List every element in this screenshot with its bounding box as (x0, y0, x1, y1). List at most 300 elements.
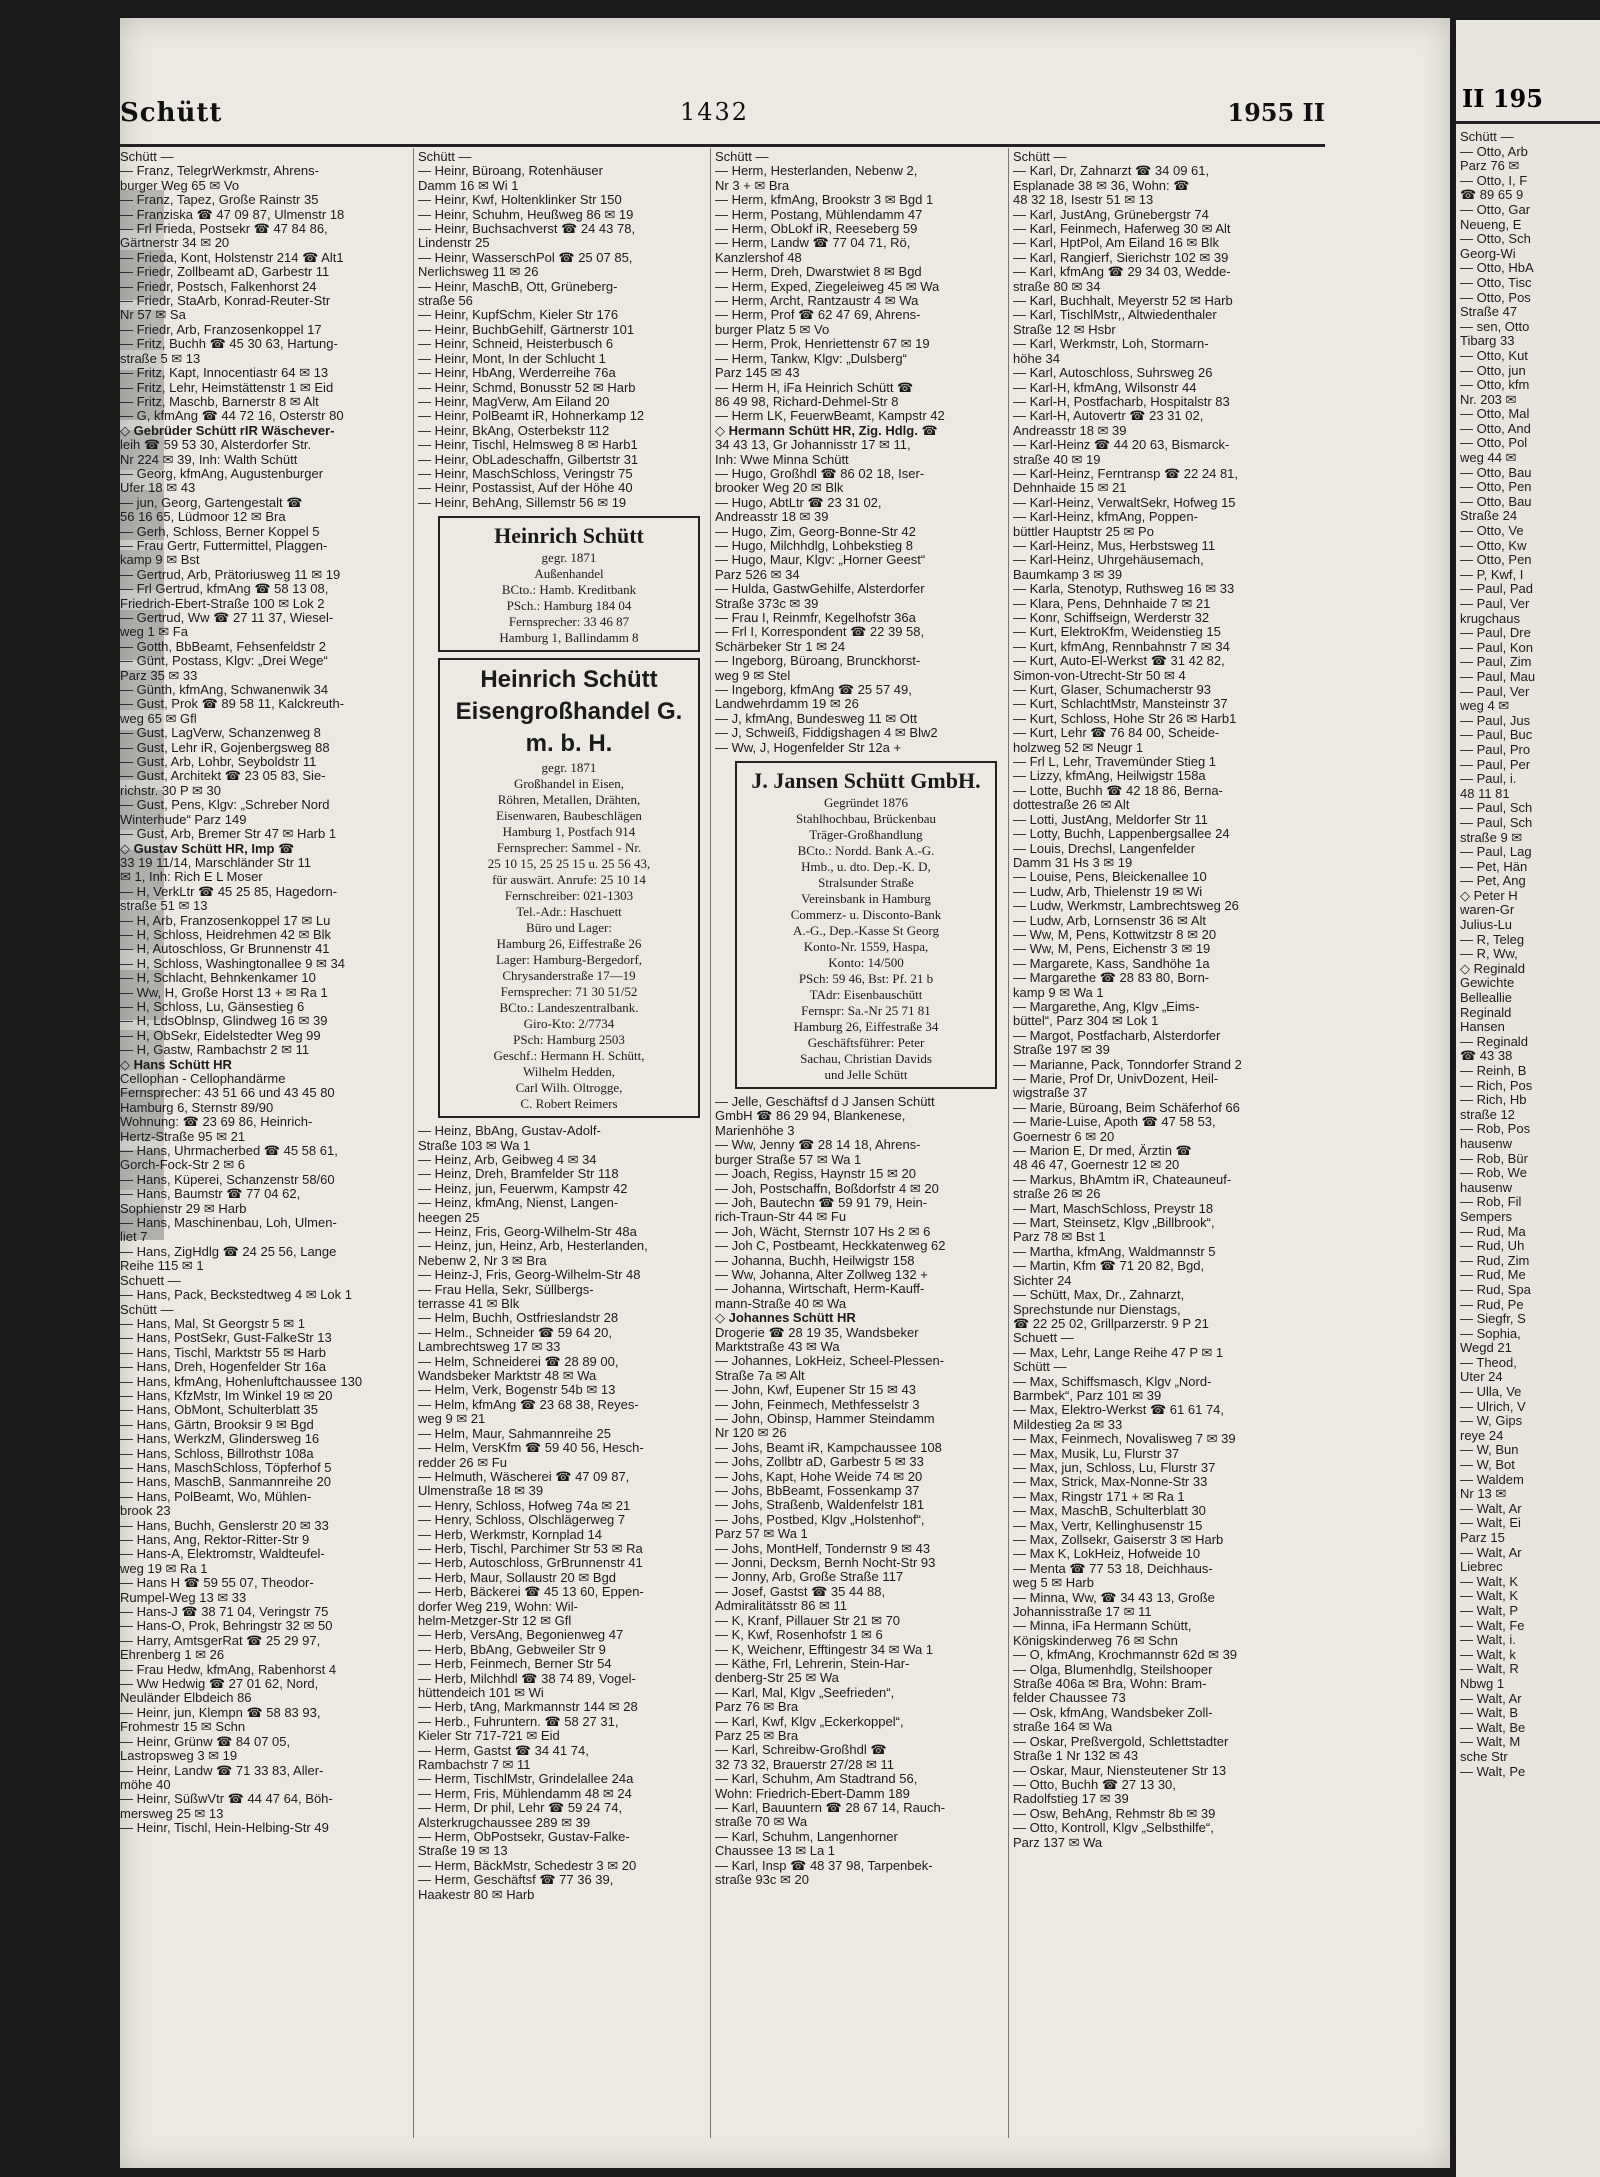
directory-entry-line: Chrysanderstraße 17—19 (502, 968, 636, 984)
directory-entry-line: — Konr, Schiffseign, Werderstr 32 (1013, 611, 1210, 625)
directory-entry-line: — Heinr, MagVerw, Am Eiland 20 (418, 394, 610, 409)
directory-entry-line: — Herm, TischlMstr, Grindelallee 24a (418, 1772, 634, 1787)
next-page-entry-line: — Walt, Pe (1460, 1763, 1526, 1779)
next-page-entry-line: — Rob, Bür (1460, 1150, 1528, 1166)
directory-entry-line: — Karl-H, Autovertr ☎ 23 31 02, (1013, 409, 1204, 424)
next-page-entry-line: hausenw (1460, 1179, 1513, 1195)
directory-entry-line: Damm 31 Hs 3 ✉ 19 (1013, 855, 1133, 870)
directory-entry-line: Röhren, Metallen, Drähten, (497, 792, 641, 808)
directory-entry-line: — Hans, Baumstr ☎ 77 04 62, (120, 1187, 301, 1202)
directory-entry-line: — Max, Lehr, Lange Reihe 47 P ✉ 1 (1013, 1345, 1224, 1360)
next-page-entry-line: — Reinh, B (1460, 1063, 1527, 1078)
directory-entry-line: Wohn: Friedrich-Ebert-Damm 189 (715, 1786, 910, 1801)
directory-entry-line: — Karl, TischlMstr,, Altwiedenthaler (1013, 308, 1217, 323)
directory-entry-line: Nr 57 ✉ Sa (120, 308, 186, 323)
directory-entry-line: möhe 40 (120, 1777, 171, 1792)
next-page-entry-line: — sen, Otto (1460, 318, 1530, 334)
directory-entry-line: — Franz, Tapez, Große Rainstr 35 (120, 193, 319, 208)
next-page-entry-line: — Paul, Dre (1460, 625, 1531, 641)
advert-heinrich-schuett-eisen (438, 658, 700, 1118)
directory-entry-line: — Frau Hedw, kfmAng, Rabenhorst 4 (120, 1662, 337, 1677)
directory-entry-line: — Hans, MaschB, Sanmannreihe 20 (120, 1475, 331, 1490)
directory-entry-line: Hamburg 1, Postfach 914 (502, 824, 636, 840)
directory-entry-line: — Hans, WerkzM, Glindersweg 16 (120, 1432, 320, 1447)
directory-entry-line: — Karl, HptPol, Am Eiland 16 ✉ Blk (1013, 236, 1219, 251)
directory-entry-line: — Louis, Drechsl, Langenfelder (1013, 841, 1196, 856)
next-page-entry-line: — Walt, Fe (1460, 1617, 1525, 1633)
directory-entry-line: Andreasstr 18 ✉ 39 (715, 510, 829, 525)
next-page-entry-line: Sempers (1460, 1208, 1513, 1224)
directory-entry-line: denberg-Str 25 ✉ Wa (715, 1671, 839, 1686)
directory-entry-line: 48 46 47, Goernestr 12 ✉ 20 (1013, 1158, 1180, 1173)
next-page-entry-line: — Paul, Buc (1460, 727, 1533, 743)
directory-entry-line: — Lotty, Buchh, Lappenbergsallee 24 (1013, 827, 1230, 842)
directory-entry-line: — O, kfmAng, Krochmannstr 62d ✉ 39 (1013, 1648, 1238, 1663)
directory-entry-line: — Hans, Küperei, Schanzenstr 58/60 (120, 1172, 335, 1187)
directory-entry-line: Parz 145 ✉ 43 (715, 366, 800, 381)
next-page-entry-line: Straße 24 (1460, 508, 1518, 524)
directory-entry-line: — Heinz, jun, Heinz, Arb, Hesterlanden, (418, 1239, 648, 1254)
directory-entry-line: — Kurt, Lehr ☎ 76 84 00, Scheide- (1013, 726, 1220, 741)
directory-entry-line: Schütt — (418, 150, 472, 164)
next-page-entry-line: — Rud, Ma (1460, 1223, 1526, 1239)
directory-entry-line: höhe 34 (1013, 351, 1060, 366)
directory-entry-line: — Helm, Maur, Sahmannreihe 25 (418, 1426, 611, 1441)
directory-entry-line: Admiralitätsstr 86 ✉ 11 (715, 1599, 848, 1614)
directory-entry-line: Fernsprecher: Sammel - Nr. (496, 840, 642, 856)
directory-entry-line: — Max, Musik, Lu, Flurstr 37 (1013, 1446, 1180, 1461)
directory-entry-line: Carl Wilh. Oltrogge, (515, 1080, 623, 1096)
next-page-entry-line: — Rob, Pos (1460, 1121, 1531, 1137)
directory-entry-line: — Menta ☎ 77 53 18, Deichhaus- (1013, 1561, 1213, 1576)
directory-entry-line: — Hans, PostSekr, Gust-FalkeStr 13 (120, 1331, 332, 1346)
directory-entry-line: — Olga, Blumenhdlg, Steilshooper (1013, 1662, 1213, 1677)
next-page-entry-line: — Walt, i. (1460, 1632, 1516, 1648)
directory-entry-line: — Otto, Kontroll, Klgv „Selbsthilfe“, (1013, 1821, 1214, 1836)
directory-entry-line: — Karl-Heinz, Mus, Herbstsweg 11 (1013, 538, 1216, 553)
directory-entry-line: — Louise, Pens, Bleickenallee 10 (1013, 870, 1207, 885)
directory-entry-line: Lastropsweg 3 ✉ 19 (120, 1749, 238, 1764)
directory-entry-line: felder Chaussee 73 (1013, 1691, 1126, 1706)
directory-entry-line: Außenhandel (534, 566, 604, 582)
directory-entry-line: Tel.-Adr.: Haschuett (516, 904, 622, 920)
directory-entry-line: — G, kfmAng ☎ 44 72 16, Osterstr 80 (120, 409, 344, 424)
advert-title: Heinrich Schütt (480, 666, 658, 694)
directory-entry-line: — Heinr, PolBeamt iR, Hohnerkamp 12 (418, 409, 645, 424)
directory-entry-line: straße 93c ✉ 20 (715, 1873, 809, 1887)
directory-entry-line: — Herm, Fris, Mühlendamm 48 ✉ 24 (418, 1786, 632, 1801)
next-page-entry-line: — Paul, Pro (1460, 741, 1531, 757)
directory-entry-line: Straße 19 ✉ 13 (418, 1844, 508, 1859)
directory-entry-line: Gegründet 1876 (823, 795, 909, 811)
directory-entry-line: — Fritz, Buchh ☎ 45 30 63, Hartung- (120, 337, 338, 352)
directory-entry-line: — Helm, Buchh, Ostfrieslandstr 28 (418, 1311, 619, 1326)
directory-entry-line: — Henry, Schloss, Olschlägerweg 7 (418, 1513, 626, 1528)
directory-entry-line: — Johanna, Wirtschaft, Herm-Kauff- (715, 1282, 925, 1297)
directory-entry-line: Schütt — (120, 1302, 174, 1317)
directory-entry-line: — Herb, Feinmech, Berner Str 54 (418, 1657, 612, 1672)
directory-entry-line: — Martha, kfmAng, Waldmannstr 5 (1013, 1244, 1216, 1259)
directory-entry-line: — Herm, Landw ☎ 77 04 71, Rö, (715, 236, 911, 251)
directory-entry-line: Parz 137 ✉ Wa (1013, 1835, 1103, 1850)
directory-entry-line: — Frau Gertr, Futtermittel, Plaggen- (120, 538, 328, 553)
directory-entry-line: — Max, Elektro-Werkst ☎ 61 61 74, (1013, 1403, 1225, 1418)
directory-entry-line: — Heinz, Fris, Georg-Wilhelm-Str 48a (418, 1225, 637, 1239)
next-page-entry-line: Straße 47 (1460, 304, 1518, 320)
directory-entry-line: Straße 103 ✉ Wa 1 (418, 1138, 531, 1153)
next-page-entry-line: — Rich, Hb (1460, 1092, 1527, 1108)
directory-entry-line: — Herb., Fuhruntern. ☎ 58 27 31, (418, 1714, 619, 1729)
directory-entry-line: — Heinz, kfmAng, Nienst, Langen- (418, 1196, 619, 1211)
next-page-entry-line: weg 44 ✉ (1460, 450, 1517, 466)
next-page-entry-line: Uter 24 (1460, 1369, 1503, 1385)
next-page-entry-line: — Rud, Pe (1460, 1296, 1524, 1312)
directory-entry-line: Straße 7a ✉ Alt (715, 1368, 805, 1383)
directory-entry-line: — J, Schweiß, Fiddigshagen 4 ✉ Blw2 (715, 726, 938, 741)
directory-entry-line: — Marie, Prof Dr, UnivDozent, Heil- (1013, 1072, 1219, 1086)
directory-entry-line: Gärtnerstr 34 ✉ 20 (120, 236, 230, 251)
directory-entry-line: PSch: Hamburg 2503 (513, 1032, 625, 1048)
directory-entry-line: — Heinr, Grünw ☎ 84 07 05, (120, 1734, 291, 1749)
directory-entry-line: — H, Schloss, Heidrehmen 42 ✉ Blk (120, 927, 332, 942)
directory-entry-line: — Karl, Bauuntern ☎ 28 67 14, Rauch- (715, 1800, 946, 1815)
directory-entry-line: Hamburg 1, Ballindamm 8 (499, 630, 639, 646)
directory-entry-line: ◇ Johannes Schütt HR (715, 1311, 856, 1326)
directory-entry-line: Inh: Wwe Minna Schütt (715, 452, 849, 467)
directory-entry-line: — Gust, Architekt ☎ 23 05 83, Sie- (120, 769, 326, 784)
next-page-entry-line: Gewichte (1460, 975, 1515, 991)
directory-entry-line: — H, VerkLtr ☎ 45 25 85, Hagedorn- (120, 884, 338, 899)
directory-entry-line: BCto.: Landeszentralbank. (499, 1000, 639, 1016)
directory-entry-line: — Herm LK, FeuerwBeamt, Kampstr 42 (715, 409, 945, 424)
directory-entry-line: terrasse 41 ✉ Blk (418, 1297, 520, 1312)
directory-entry-line: Parz 25 ✉ Bra (715, 1728, 799, 1743)
next-page-entry-line: — Rich, Pos (1460, 1077, 1533, 1093)
directory-entry-line: — Friedr, Arb, Franzosenkoppel 17 (120, 322, 322, 337)
directory-entry-line: — H, ObSekr, Eidelstedter Weg 99 (120, 1028, 321, 1043)
directory-entry-line: — H, Schloss, Lu, Gänsestieg 6 (120, 999, 305, 1014)
directory-entry-line: — H, Arb, Franzosenkoppel 17 ✉ Lu (120, 913, 331, 928)
directory-entry-line: — Karl-Heinz, kfmAng, Poppen- (1013, 510, 1198, 525)
directory-entry-line: weg 19 ✉ Ra 1 (120, 1561, 208, 1576)
directory-entry-line: — Gust, Pens, Klgv: „Schreber Nord (120, 798, 330, 813)
directory-entry-line: Hertz-Straße 95 ✉ 21 (120, 1129, 246, 1144)
next-page-entry-line: — Walt, M (1460, 1734, 1521, 1750)
directory-entry-line: — John, Kwf, Eupener Str 15 ✉ 43 (715, 1383, 916, 1398)
next-page-entry-line: — Otto, Sch (1460, 231, 1531, 247)
directory-entry-line: — Gertrud, Arb, Prätoriusweg 11 ✉ 19 (120, 567, 341, 582)
directory-entry-line: ☎ 22 25 02, Grillparzerstr. 9 P 21 (1013, 1316, 1209, 1331)
directory-entry-line: — Herm, Dr phil, Lehr ☎ 59 24 74, (418, 1801, 623, 1816)
directory-entry-line: — Ww, Johanna, Alter Zollweg 132 + (715, 1267, 928, 1282)
directory-entry-line: — Karl, Buchhalt, Meyerstr 52 ✉ Harb (1013, 294, 1233, 309)
directory-entry-line: — Mart, MaschSchloss, Preystr 18 (1013, 1201, 1214, 1216)
directory-entry-line: — Harry, AmtsgerRat ☎ 25 29 97, (120, 1633, 321, 1648)
directory-entry-line: — Heinr, Tischl, Hein-Helbing-Str 49 (120, 1821, 329, 1836)
next-page-entry-line: Nr 13 ✉ (1460, 1486, 1507, 1502)
directory-entry-line: — Hans, Buchh, Genslerstr 20 ✉ 33 (120, 1518, 329, 1533)
directory-entry-line: — Karl, Schreibw-Großhdl ☎ (715, 1743, 887, 1758)
directory-entry-line: Ehrenberg 1 ✉ 26 (120, 1648, 225, 1663)
directory-entry-line: — H, Autoschloss, Gr Brunnenstr 41 (120, 942, 330, 957)
directory-entry-line: — Herm, Prof ☎ 62 47 69, Ahrens- (715, 308, 921, 323)
next-page-entry-line: — Walt, P (1460, 1602, 1519, 1618)
directory-entry-line: Großhandel in Eisen, (513, 776, 625, 792)
directory-entry-line: PSch.: Hamburg 184 04 (506, 598, 632, 614)
next-page-entry-line: — Pet, Hän (1460, 858, 1528, 874)
directory-entry-line: — Max, Zollsekr, Gaiserstr 3 ✉ Harb (1013, 1533, 1224, 1547)
directory-entry-line: — Herb, BbAng, Gebweiler Str 9 (418, 1642, 606, 1657)
next-page-entry-line: Liebrec (1460, 1559, 1503, 1575)
next-page-entry-line: — Rob, We (1460, 1165, 1527, 1181)
directory-entry-line: 25 10 15, 25 25 15 u. 25 56 43, (487, 856, 651, 872)
directory-entry-line: 33 19 11/14, Marschländer Str 11 (120, 855, 312, 870)
directory-entry-line: — Max, Ringstr 171 + ✉ Ra 1 (1013, 1489, 1185, 1504)
directory-entry-line: — Heinz, Dreh, Bramfelder Str 118 (418, 1167, 619, 1182)
directory-entry-line: — Heinz-J, Fris, Georg-Wilhelm-Str 48 (418, 1268, 641, 1283)
next-page-entry-line: ☎ 43 38 (1460, 1048, 1513, 1064)
directory-entry-line: Schütt — (120, 150, 174, 164)
directory-entry-line: Geschf.: Hermann H. Schütt, (493, 1048, 645, 1064)
directory-column-3 (715, 150, 1005, 2140)
directory-entry-line: straße 26 ✉ 26 (1013, 1187, 1101, 1202)
directory-entry-line: — Johs, Zollbtr aD, Garbestr 5 ✉ 33 (715, 1455, 924, 1470)
next-page-entry-line: straße 9 ✉ (1460, 829, 1523, 845)
directory-entry-line: weg 65 ✉ Gfl (120, 711, 197, 726)
directory-entry-line: burger Weg 65 ✉ Vo (120, 178, 240, 193)
directory-entry-line: — Heinr, ObLadeschaffn, Gilbertstr 31 (418, 452, 639, 467)
next-page-entry-line: ☎ 89 65 9 (1460, 187, 1524, 203)
directory-entry-line: brooker Weg 20 ✉ Blk (715, 481, 844, 496)
directory-entry-line: C. Robert Reimers (520, 1096, 618, 1112)
directory-entry-line: Schuett — (1013, 1331, 1074, 1346)
directory-entry-line: — Margarethe, Ang, Klgv „Eims- (1013, 999, 1200, 1014)
directory-entry-line: Lindenstr 25 (418, 236, 490, 251)
directory-entry-line: — Hans, KfzMstr, Im Winkel 19 ✉ 20 (120, 1388, 333, 1403)
next-page-entry-line: — Otto, Arb (1460, 143, 1528, 159)
directory-entry-line: Schütt — (1013, 150, 1067, 164)
next-page-entry-line: — Paul, Lag (1460, 844, 1532, 860)
directory-entry-line: — Otto, Buchh ☎ 27 13 30, (1013, 1777, 1176, 1792)
next-page-entry-line: — Paul, Ver (1460, 683, 1530, 699)
directory-entry-line: weg 9 ✉ 21 (418, 1412, 486, 1427)
directory-entry-line: — Karl, Schuhm, Am Stadtrand 56, (715, 1772, 918, 1787)
next-page-entry-line: Georg-Wi (1460, 245, 1516, 261)
directory-entry-line: — Helm, kfmAng ☎ 23 68 38, Reyes- (418, 1397, 639, 1412)
directory-entry-line: büttel“, Parz 304 ✉ Lok 1 (1013, 1014, 1159, 1029)
next-page-entry-line: — Walt, R (1460, 1661, 1519, 1677)
next-page-entry-line: — Paul, Kon (1460, 639, 1533, 655)
directory-entry-line: Drogerie ☎ 28 19 35, Wandsbeker (715, 1325, 919, 1340)
next-page-entry-line: — Waldem (1460, 1471, 1524, 1487)
next-page-entry-line: — Walt, Ar (1460, 1690, 1522, 1706)
next-page-entry-line: — Rud, Spa (1460, 1281, 1531, 1297)
directory-entry-line: — Oskar, Preßvergold, Schlettstadter (1013, 1734, 1229, 1749)
directory-entry-line: 56 16 65, Lüdmoor 12 ✉ Bra (120, 510, 286, 525)
directory-entry-line: Straße 197 ✉ 39 (1013, 1043, 1110, 1058)
directory-entry-line: — Hans, Maschinenbau, Loh, Ulmen- (120, 1216, 337, 1231)
directory-entry-line: Neuländer Elbdeich 86 (120, 1691, 252, 1706)
directory-entry-line: Landwehrdamm 19 ✉ 26 (715, 697, 859, 712)
directory-entry-line: Alsterkrugchaussee 289 ✉ 39 (418, 1815, 591, 1830)
directory-entry-line: ◇ Hermann Schütt HR, Zig. Hdlg. ☎ (715, 423, 938, 438)
next-page-entry-line: — Otto, HbA (1460, 260, 1534, 276)
next-page-entry-line: reye 24 (1460, 1427, 1504, 1443)
next-page-entry-line: — Sophia, (1460, 1325, 1521, 1341)
directory-entry-line: — Joach, Regiss, Haynstr 15 ✉ 20 (715, 1167, 916, 1182)
page-number: 1432 (680, 98, 750, 126)
directory-entry-line: — Johs, BbBeamt, Fossenkamp 37 (715, 1484, 920, 1499)
directory-entry-line: — Fritz, Lehr, Heimstättenstr 1 ✉ Eid (120, 380, 334, 395)
directory-entry-line: Straße 12 ✉ Hsbr (1013, 322, 1116, 337)
directory-entry-line: — Joh, Postschaffn, Boßdorfstr 4 ✉ 20 (715, 1181, 939, 1196)
next-page-entry-line: Tibarg 33 (1460, 333, 1515, 349)
directory-entry-line: Rumpel-Weg 13 ✉ 33 (120, 1590, 247, 1605)
directory-entry-line: — Oskar, Maur, Niensteutener Str 13 (1013, 1763, 1227, 1778)
next-page-entry-line: — Otto, I, F (1460, 172, 1528, 188)
next-page-entry-line: waren-Gr (1460, 902, 1515, 918)
directory-entry-line: holzweg 52 ✉ Neugr 1 (1013, 740, 1144, 755)
next-page-entry-line: — Paul, Sch (1460, 800, 1533, 816)
directory-entry-line: — Frl Frieda, Postsekr ☎ 47 84 86, (120, 222, 328, 237)
next-page-entry-line: — Otto, Mal (1460, 406, 1530, 422)
directory-entry-line: — Kurt, ElektroKfm, Weidenstieg 15 (1013, 625, 1221, 640)
directory-entry-line: — Herb, Autoschloss, GrBrunnenstr 41 (418, 1556, 643, 1571)
advert-jansen-schuett (735, 761, 997, 1089)
advert-title: J. Jansen Schütt GmbH. (751, 768, 981, 794)
directory-entry-line: — Herm, BäckMstr, Schedestr 3 ✉ 20 (418, 1858, 637, 1873)
directory-entry-line: Schärbeker Str 1 ✉ 24 (715, 639, 846, 654)
directory-entry-line: — Karl, Dr, Zahnarzt ☎ 34 09 61, (1013, 164, 1210, 179)
directory-entry-line: Nerlichsweg 11 ✉ 26 (418, 265, 539, 280)
directory-entry-line: Hamburg 6, Sternstr 89/90 (120, 1100, 274, 1115)
directory-entry-line: straße 51 ✉ 13 (120, 899, 208, 914)
directory-entry-line: — H, LdsOblnsp, Glindweg 16 ✉ 39 (120, 1014, 328, 1029)
directory-entry-line: liet 7 (120, 1230, 148, 1245)
directory-entry-line: — Heinr, Schneid, Heisterbusch 6 (418, 337, 614, 352)
directory-entry-line: — Joh C, Postbeamt, Heckkatenweg 62 (715, 1239, 946, 1254)
directory-entry-line: — Ludw, Arb, Lornsenstr 36 ✉ Alt (1013, 913, 1206, 928)
column-rule (413, 148, 414, 2138)
directory-entry-line: kamp 9 ✉ Wa 1 (1013, 985, 1104, 1000)
directory-entry-line: — Heinr, BehAng, Sillemstr 56 ✉ 19 (418, 495, 627, 510)
column-rule (1008, 148, 1009, 2138)
directory-entry-line: Parz 526 ✉ 34 (715, 567, 800, 582)
directory-entry-line: ◇ Hans Schütt HR (120, 1057, 232, 1072)
directory-entry-line: Kanzlershof 48 (715, 250, 802, 265)
next-page-entry-line: straße 12 (1460, 1106, 1515, 1122)
directory-entry-line: — Franz, TelegrWerkmstr, Ahrens- (120, 164, 319, 179)
directory-entry-line: Parz 35 ✉ 33 (120, 668, 198, 683)
directory-entry-line: Nebenw 2, Nr 3 ✉ Bra (418, 1253, 547, 1268)
directory-entry-line: — Hans, Dreh, Hogenfelder Str 16a (120, 1360, 326, 1375)
next-page-entry-line: — Rob, Fil (1460, 1194, 1522, 1210)
directory-entry-line: Büro und Lager: (526, 920, 612, 936)
directory-entry-line: — Hans, Pack, Beckstedtweg 4 ✉ Lok 1 (120, 1288, 353, 1303)
directory-entry-line: — Ww, M, Pens, Eichenstr 3 ✉ 19 (1013, 942, 1211, 957)
directory-entry-line: — Josef, Gastst ☎ 35 44 88, (715, 1584, 886, 1599)
directory-entry-line: — Herm, ObPostsekr, Gustav-Falke- (418, 1830, 630, 1845)
next-page-entry-line: — Walt, k (1460, 1646, 1516, 1662)
directory-entry-line: — Johanna, Buchh, Heilwigstr 158 (715, 1253, 915, 1268)
directory-entry-line: Schuett — (120, 1273, 181, 1288)
directory-entry-line: rich-Traun-Str 44 ✉ Fu (715, 1210, 847, 1225)
directory-entry-line: — Helm, Schneiderei ☎ 28 89 00, (418, 1354, 619, 1369)
directory-entry-line: Sichter 24 (1013, 1273, 1072, 1288)
next-page-entry-line: — Walt, K (1460, 1573, 1519, 1589)
next-page-entry-line: — Otto, Ve (1460, 523, 1524, 539)
directory-entry-line: — Herb, tAng, Markmannstr 144 ✉ 28 (418, 1700, 638, 1715)
directory-entry-line: — Karl, Autoschloss, Suhrsweg 26 (1013, 366, 1213, 381)
directory-entry-line: — Hans-A, Elektromstr, Waldteufel- (120, 1547, 325, 1562)
directory-entry-line: — Käthe, Frl, Lehrerin, Stein-Har- (715, 1656, 910, 1671)
directory-entry-line: — jun, Georg, Gartengestalt ☎ (120, 495, 303, 510)
next-page-entry-line: — Otto, Tisc (1460, 274, 1532, 290)
directory-entry-line: — Heinz, BbAng, Gustav-Adolf- (418, 1124, 601, 1139)
directory-entry-line: Marktstraße 43 ✉ Wa (715, 1339, 840, 1354)
directory-entry-line: Dehnhaide 15 ✉ 21 (1013, 481, 1127, 496)
directory-entry-line: Ufer 18 ✉ 43 (120, 481, 196, 496)
directory-entry-line: richstr. 30 P ✉ 30 (120, 783, 221, 798)
advert-heinrich-schuett (438, 516, 700, 652)
directory-entry-line: BCto.: Nordd. Bank A.-G. (797, 843, 935, 859)
directory-entry-line: — Hans, ObMont, Schulterblatt 35 (120, 1403, 318, 1418)
next-page-entry-line: Hansen (1460, 1019, 1505, 1035)
directory-entry-line: Parz 57 ✉ Wa 1 (715, 1527, 808, 1542)
directory-entry-line: dottestraße 26 ✉ Alt (1013, 798, 1130, 813)
directory-entry-line: Simon-von-Utrecht-Str 50 ✉ 4 (1013, 668, 1186, 683)
directory-entry-line: Baumkamp 3 ✉ 39 (1013, 567, 1123, 582)
directory-entry-line: — Jonni, Decksm, Bernh Nocht-Str 93 (715, 1556, 936, 1571)
directory-entry-line: — Hans, Uhrmacherbed ☎ 45 58 61, (120, 1144, 338, 1159)
directory-column-2 (418, 150, 708, 2140)
directory-entry-line: — Karl, Rangierf, Sierichstr 102 ✉ 39 (1013, 250, 1229, 265)
next-page-edge (1456, 20, 1600, 2177)
directory-entry-line: — Gust, Prok ☎ 89 58 11, Kalckreuth- (120, 697, 345, 712)
directory-entry-line: — Ww Hedwig ☎ 27 01 62, Nord, (120, 1677, 319, 1692)
next-page-entry-line: — R, Ww, (1460, 946, 1518, 962)
directory-entry-line: helm-Metzger-Str 12 ✉ Gfl (418, 1613, 572, 1628)
directory-entry-line: Kieler Str 717-721 ✉ Eid (418, 1729, 560, 1744)
directory-entry-line: — Max, Feinmech, Novalisweg 7 ✉ 39 (1013, 1432, 1236, 1447)
directory-entry-line: — Osw, BehAng, Rehmstr 8b ✉ 39 (1013, 1806, 1216, 1821)
directory-entry-line: — Hugo, AbtLtr ☎ 23 31 02, (715, 495, 882, 510)
directory-entry-line: — Margarethe ☎ 28 83 80, Born- (1013, 971, 1210, 986)
directory-entry-line: ◇ Gebrüder Schütt rIR Wäschever- (120, 423, 335, 438)
next-page-entry-line: krugchaus (1460, 610, 1520, 626)
directory-entry-line: straße 56 (418, 294, 473, 309)
directory-entry-line: PSch: 59 46, Bst: Pf. 21 b (798, 971, 934, 987)
directory-entry-line: wigstraße 37 (1013, 1086, 1088, 1101)
directory-entry-line: — Helm, VersKfm ☎ 59 40 56, Hesch- (418, 1441, 644, 1456)
directory-entry-line: — Heinr, Schuhm, Heußweg 86 ✉ 19 (418, 207, 634, 222)
directory-entry-line: — Minna, Ww, ☎ 34 43 13, Große (1013, 1590, 1215, 1605)
directory-entry-line: Hamburg 26, Eiffestraße 34 (793, 1019, 939, 1035)
next-page-entry-line: Julius-Lu (1460, 917, 1513, 933)
directory-entry-line: Sachau, Christian Davids (800, 1051, 932, 1067)
directory-entry-line: — Karla, Stenotyp, Ruthsweg 16 ✉ 33 (1013, 582, 1235, 597)
directory-entry-line: — Herb, Tischl, Parchimer Str 53 ✉ Ra (418, 1541, 643, 1556)
directory-entry-line: — Heinr, HbAng, Werderreihe 76a (418, 366, 616, 381)
directory-entry-line: — Karl-Heinz, Ferntransp ☎ 22 24 81, (1013, 466, 1239, 481)
directory-entry-line: — Max, Vertr, Kellinghusenstr 15 (1013, 1518, 1203, 1533)
directory-entry-line: 86 49 98, Richard-Dehmel-Str 8 (715, 394, 899, 409)
directory-entry-line: — Karl, Mal, Klgv „Seefrieden“, (715, 1685, 895, 1700)
directory-entry-line: Wandsbeker Marktstr 48 ✉ Wa (418, 1369, 597, 1384)
directory-entry-line: — Günt, Postass, Klgv: „Drei Wege“ (120, 654, 328, 669)
next-page-entry-line: sche Str (1460, 1748, 1508, 1764)
directory-entry-line: — Osk, kfmAng, Wandsbeker Zoll- (1013, 1705, 1213, 1720)
